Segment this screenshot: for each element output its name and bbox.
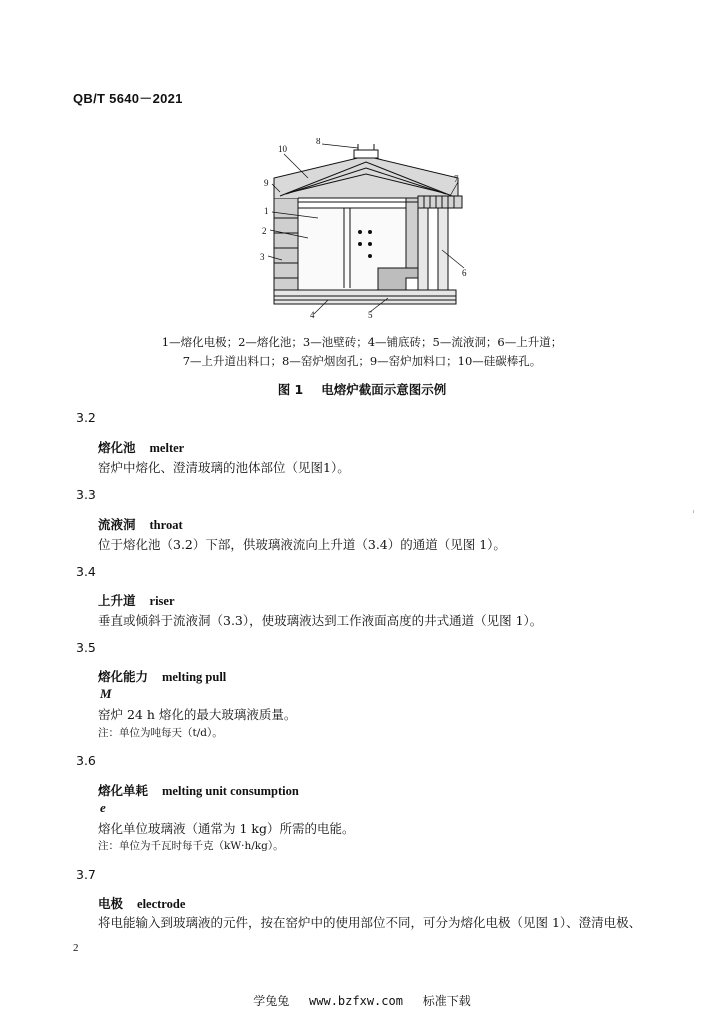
term-zh: 流液洞 bbox=[98, 517, 136, 532]
clause-number: 3.2 bbox=[76, 410, 96, 425]
clause-number: 3.3 bbox=[76, 487, 96, 502]
callout-8: 8 bbox=[316, 138, 321, 146]
term-en: electrode bbox=[137, 897, 186, 911]
term-heading bbox=[98, 515, 183, 533]
term-heading bbox=[98, 894, 185, 912]
term-zh: 熔化池 bbox=[98, 440, 136, 455]
figure-legend-line-2: 7—上升道出料口；8—窑炉烟囱孔；9—窑炉加料口；10—硅碳棒孔。 bbox=[182, 354, 542, 368]
figure-title bbox=[0, 380, 724, 398]
site-footer bbox=[0, 992, 724, 1009]
term-zh: 熔化单耗 bbox=[98, 783, 149, 798]
term-heading bbox=[98, 591, 175, 609]
term-heading bbox=[98, 781, 299, 799]
term-symbol: M bbox=[100, 686, 112, 701]
figure-caption: 电熔炉截面示意图示例 bbox=[321, 382, 447, 397]
page-number: 2 bbox=[73, 942, 79, 954]
callout-4: 4 bbox=[310, 310, 315, 320]
term-heading bbox=[98, 667, 226, 685]
term-definition: 将电能输入到玻璃液的元件，按在窑炉中的使用部位不同，可分为熔化电极（见图 1）、澄清电极、 bbox=[98, 915, 642, 930]
term-en: melter bbox=[149, 441, 185, 455]
callout-7: 7 bbox=[454, 174, 459, 184]
clause-number: 3.6 bbox=[76, 753, 96, 768]
margin-mark bbox=[693, 510, 694, 513]
term-definition: 窑炉 24 h 熔化的最大玻璃液质量。 bbox=[98, 707, 297, 722]
footer-tagline: 标准下载 bbox=[422, 994, 471, 1008]
term-heading bbox=[98, 438, 184, 456]
callout-3: 3 bbox=[260, 252, 265, 262]
term-en: riser bbox=[149, 594, 175, 608]
callout-10: 10 bbox=[278, 144, 287, 154]
term-definition: 窑炉中熔化、澄清玻璃的池体部位（见图1）。 bbox=[98, 460, 350, 475]
term-definition: 熔化单位玻璃液（通常为 1 kg）所需的电能。 bbox=[98, 821, 355, 836]
term-en: melting pull bbox=[162, 670, 227, 684]
callout-9: 9 bbox=[264, 178, 269, 188]
clause-number: 3.5 bbox=[76, 640, 96, 655]
term-zh: 上升道 bbox=[98, 593, 136, 608]
term-en: throat bbox=[149, 518, 183, 532]
term-note: 注：单位为吨每天（t/d）。 bbox=[98, 727, 223, 739]
term-symbol: e bbox=[100, 800, 106, 815]
furnace-cross-section-diagram bbox=[258, 138, 478, 322]
clause-number: 3.7 bbox=[76, 867, 96, 882]
callout-2: 2 bbox=[262, 226, 267, 236]
clause-number: 3.4 bbox=[76, 564, 96, 579]
term-definition: 垂直或倾斜于流液洞（3.3），使玻璃液达到工作液面高度的井式通道（见图 1）。 bbox=[98, 613, 543, 628]
term-definition: 位于熔化池（3.2）下部，供玻璃液流向上升道（3.4）的通道（见图 1）。 bbox=[98, 537, 506, 552]
figure-legend-line-1: 1—熔化电极；2—熔化池；3—池壁砖；4—铺底砖；5—流液洞；6—上升道； bbox=[161, 335, 563, 349]
callout-1: 1 bbox=[264, 206, 269, 216]
term-en: melting unit consumption bbox=[162, 784, 299, 798]
footer-url-link[interactable]: www.bzfxw.com bbox=[309, 994, 403, 1008]
standard-number: QB/T 5640－2021 bbox=[73, 91, 183, 106]
term-zh: 熔化能力 bbox=[98, 669, 149, 684]
callout-5: 5 bbox=[368, 310, 373, 320]
figure-number: 图 1 bbox=[277, 382, 304, 397]
footer-site-name: 学兔兔 bbox=[253, 994, 290, 1008]
term-zh: 电极 bbox=[98, 896, 124, 911]
callout-6: 6 bbox=[462, 268, 467, 278]
term-note: 注：单位为千瓦时每千克（kW·h/kg）。 bbox=[98, 840, 284, 852]
